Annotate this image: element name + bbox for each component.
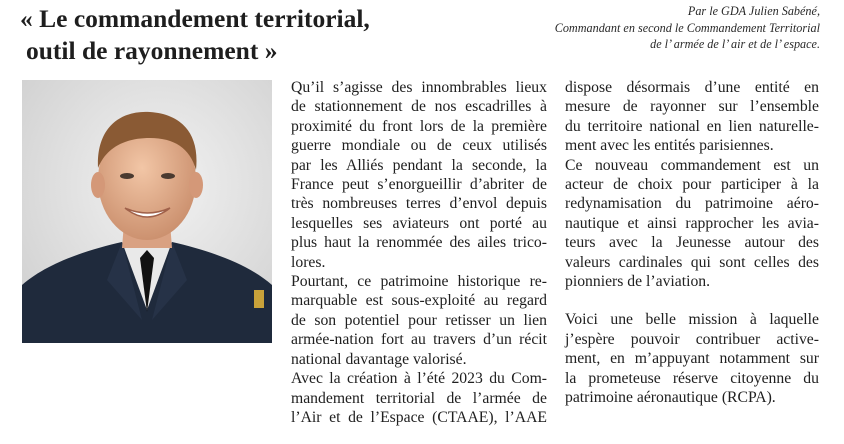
text-line: mesure de rayonner sur l’ensemble: [565, 98, 819, 116]
text-line: redynamisation du patrimoine aéro-: [565, 195, 819, 213]
paragraph-4: [565, 156, 819, 292]
text-line: Ce nouveau commandement est un: [565, 156, 819, 174]
text-line: national davantage valorisé.: [291, 350, 467, 368]
text-line: Qu’il s’agisse des innombrables lieux: [291, 79, 547, 96]
title-line-1: « Le commandement territorial,: [20, 4, 370, 33]
text-line: Voici une belle mission à laquelle: [565, 311, 819, 329]
text-line: très nombreuses terres d’envol depuis: [291, 195, 547, 213]
paragraph-2: [291, 272, 547, 369]
text-line: lesquelles ses aviateurs ont porté au: [291, 214, 547, 232]
text-line: ment, en m’appuyant notamment sur: [565, 350, 819, 368]
text-line: plus haut la renommée des ailes trico-: [291, 234, 547, 252]
byline-org: de l’ armée de l’ air et de l’ espace.: [650, 37, 820, 51]
text-line: acteur de choix pour participer à la: [565, 176, 819, 194]
text-line: Pourtant, ce patrimoine historique re-: [291, 273, 547, 291]
text-line: l’Air et de l’Espace (CTAAE), l’AAE: [291, 408, 547, 426]
paragraph-1: [291, 78, 547, 272]
text-line: patrimoine aéronautique (RCPA).: [565, 389, 776, 407]
text-line: valeurs cardinales qui sont celles des: [565, 253, 819, 271]
text-line: teurs avec la Jeunesse autour des: [565, 234, 819, 252]
text-line: par les Alliés pendant la seconde, la: [291, 156, 547, 174]
paragraph-5: [565, 310, 819, 407]
byline-role: Commandant en second le Commandement Territorial: [554, 20, 820, 35]
byline: [555, 3, 820, 53]
author-portrait-photo: [22, 80, 272, 343]
text-line: du territoire national en lien naturelle-: [565, 117, 819, 135]
text-line: marquable est sous-exploité au regard: [291, 292, 547, 310]
text-line: nautique et ainsi rapprocher les avia-: [565, 214, 819, 232]
text-line: de stationnement de nos escadrilles à: [291, 98, 547, 116]
text-line: pionniers de l’aviation.: [565, 273, 711, 291]
text-line: j’espère pouvoir contribuer active-: [565, 330, 819, 348]
text-line: ment avec les entités parisiennes.: [565, 137, 774, 155]
text-line: la prometeuse réserve citoyenne du: [565, 369, 819, 387]
text-line: proximité du front lors de la première: [291, 117, 547, 135]
paragraph-3-continued: [565, 78, 819, 156]
title-line-2: outil de rayonnement »: [26, 36, 278, 65]
article-column-2: [565, 78, 819, 408]
paragraph-gap: [565, 291, 819, 310]
text-line: mandement territorial de l’armée de: [291, 389, 547, 407]
text-line: guerre mondiale ou de ceux utilisés: [291, 137, 547, 155]
text-line: dispose désormais d’une entité en: [565, 79, 819, 96]
text-line: Avec la création à l’été 2023 du Com-: [291, 370, 547, 388]
text-line: armée-nation fort au travers d’un récit: [291, 331, 547, 349]
text-line: lores.: [291, 253, 326, 271]
text-line: France peut s’enorgueillir d’abriter de: [291, 176, 547, 194]
text-line: de son potentiel pour retisser un lien: [291, 311, 547, 329]
article-column-1: [291, 78, 547, 427]
paragraph-3: [291, 369, 547, 427]
byline-author: Par le GDA Julien Sabéné,: [687, 4, 820, 18]
article-title: [20, 3, 370, 67]
